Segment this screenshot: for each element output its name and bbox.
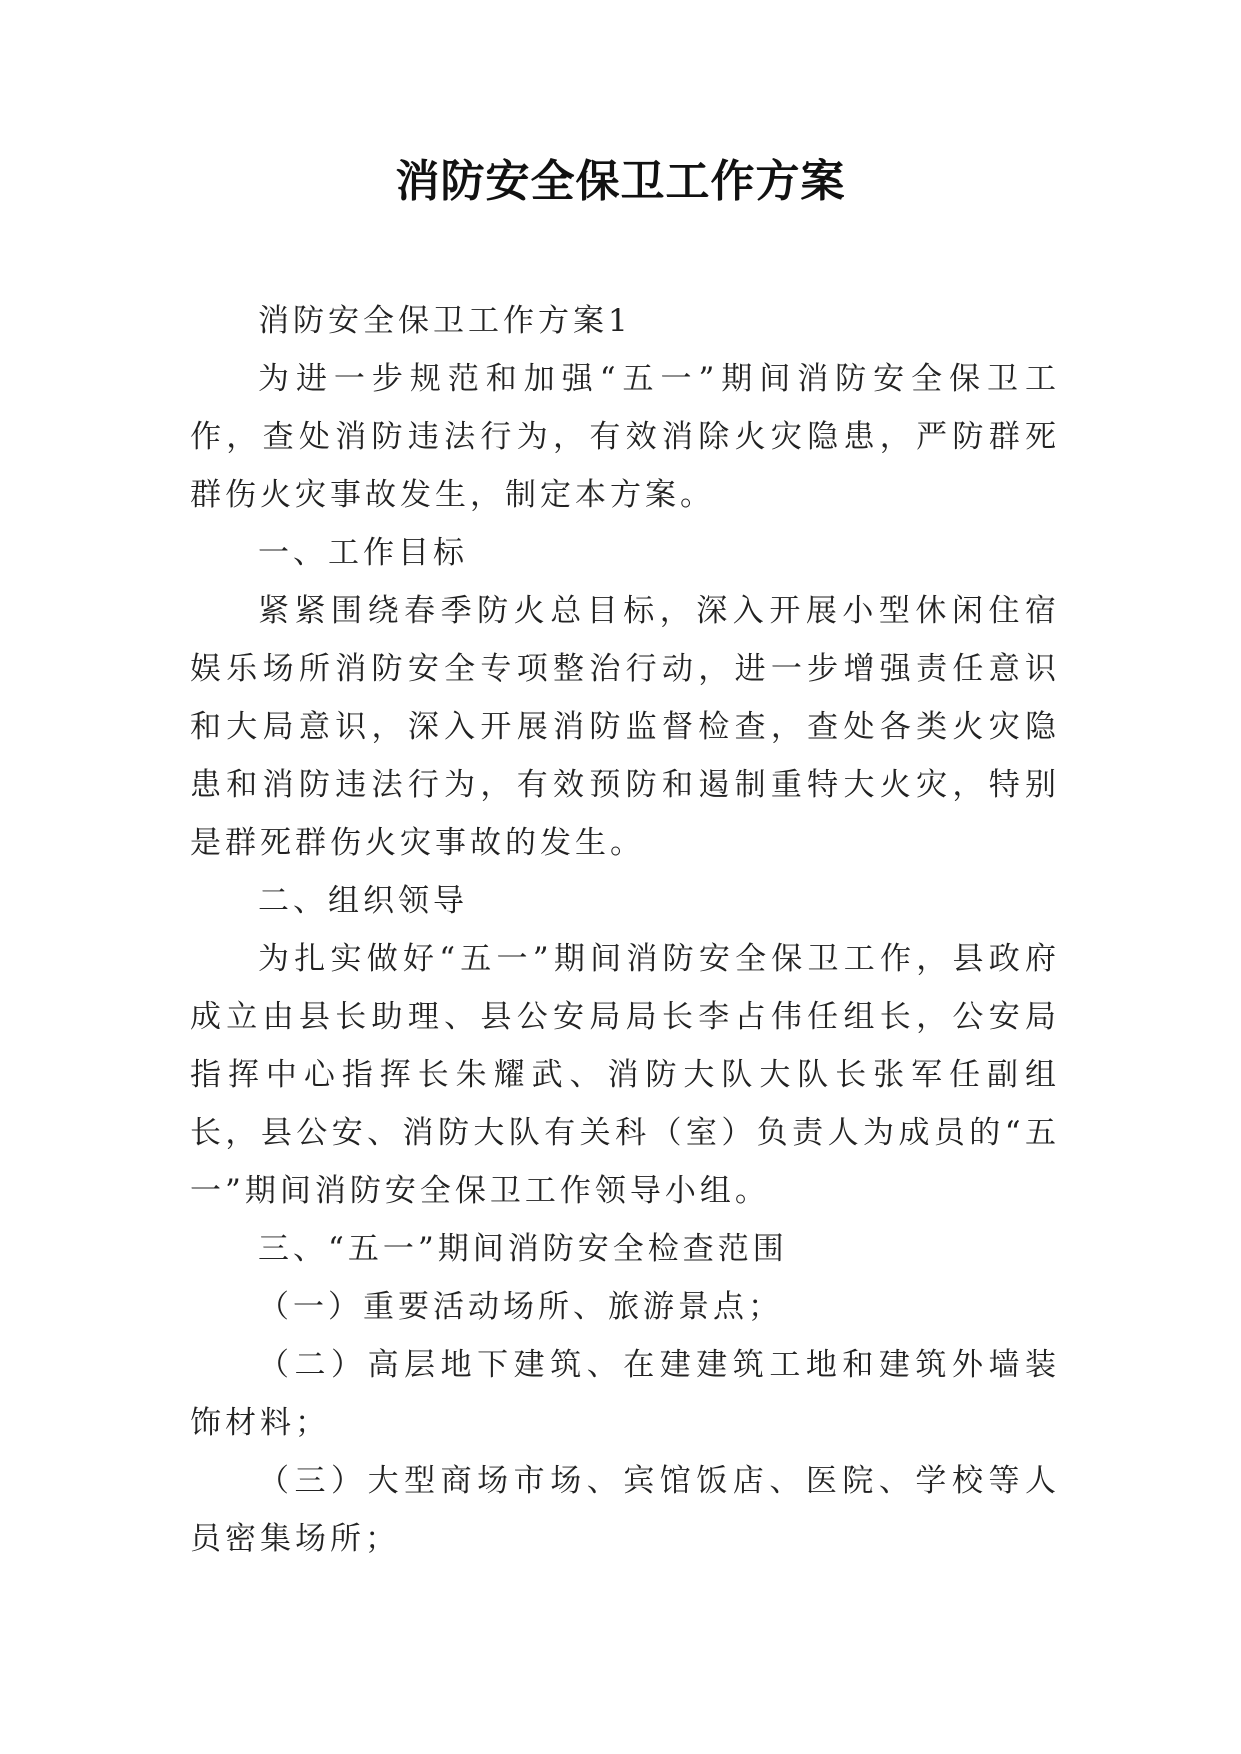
section-heading-scope: 三、“五一”期间消防安全检查范围: [258, 1231, 788, 1267]
document-body: [190, 292, 1060, 1568]
section-heading-plan-1: 消防安全保卫工作方案1: [258, 303, 632, 339]
document-title: 消防安全保卫工作方案: [395, 156, 846, 207]
intro-paragraph: 为进一步规范和加强“五一”期间消防安全保卫工作，查处消防违法行为，有效消除火灾隐患，严防群死群伤火灾事故发生，制定本方案。: [190, 361, 1060, 513]
section-heading-goals: 一、工作目标: [258, 535, 468, 571]
leadership-paragraph: 为扎实做好“五一”期间消防安全保卫工作，县政府成立由县长助理、县公安局局长李占伟任组长，公安局指挥中心指挥长朱耀武、消防大队大队长张军任副组长，县公安、消防大队有关科（室）负责人为成员的“五一”期间消防安全保卫工作领导小组。: [190, 941, 1060, 1209]
goals-paragraph: 紧紧围绕春季防火总目标，深入开展小型休闲住宿娱乐场所消防安全专项整治行动，进一步增强责任意识和大局意识，深入开展消防监督检查，查处各类火灾隐患和消防违法行为，有效预防和遏制重特大火灾，特别是群死群伤火灾事故的发生。: [190, 593, 1060, 861]
scope-item-2: （二）高层地下建筑、在建建筑工地和建筑外墙装饰材料；: [190, 1347, 1060, 1441]
scope-item-1: （一）重要活动场所、旅游景点；: [258, 1289, 783, 1325]
scope-item-3: （三）大型商场市场、宾馆饭店、医院、学校等人员密集场所；: [190, 1463, 1060, 1557]
section-heading-leadership: 二、组织领导: [258, 883, 468, 919]
